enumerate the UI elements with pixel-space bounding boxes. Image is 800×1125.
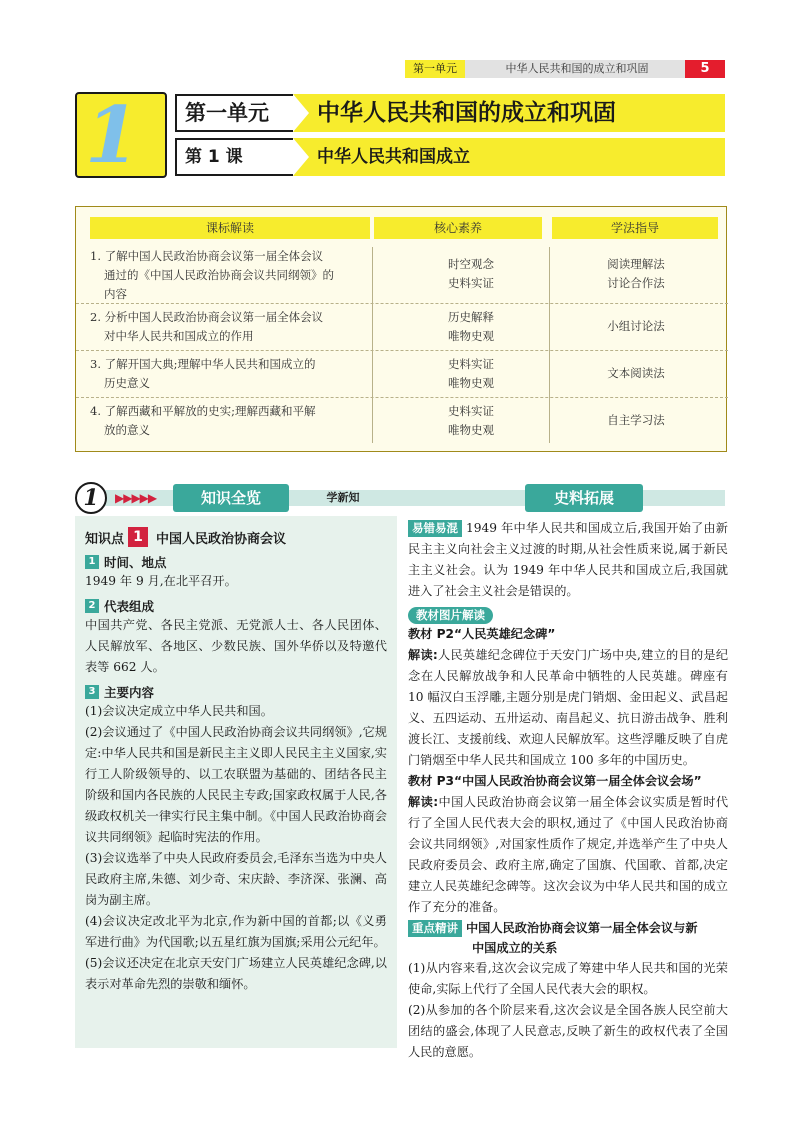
requirement-line: 2. 分析中国人民政治协商会议第一届全体会议 [90, 310, 324, 324]
paragraph: (4)会议决定改北平为北京,作为新中国的首都;以《义勇军进行曲》为代国歌;以五星红旗为国旗;采用公元纪年。 [85, 914, 387, 949]
picture-title: 教材 P3“中国人民政治协商会议第一届全体会议会场” [408, 774, 702, 788]
unit-label: 第一单元 [175, 94, 293, 132]
extension-panel [408, 516, 729, 1059]
lesson-label: 第 1 课 [175, 138, 293, 176]
picture-interpretation [408, 645, 728, 771]
lesson-title-row [175, 138, 725, 176]
literacy-line: 历史解释 [448, 310, 494, 324]
requirement-line: 3. 了解开国大典;理解中华人民共和国成立的 [90, 357, 316, 371]
subheading-text: 代表组成 [104, 599, 155, 614]
col-header-literacy: 核心素养 [374, 217, 542, 239]
page-number: 5 [685, 60, 725, 78]
method-cell [556, 411, 716, 430]
tab-knowledge-overview: 知识全览 [173, 484, 289, 512]
subheading-text: 主要内容 [104, 685, 155, 700]
paragraph: (5)会议还决定在北京天安门广场建立人民英雄纪念碑,以表示对革命先烈的崇敬和缅怀。 [85, 956, 387, 991]
picture-title: 教材 P2“人民英雄纪念碑” [408, 627, 556, 641]
literacy-cell [396, 355, 546, 393]
paragraph: 1949 年 9 月,在北平召开。 [85, 574, 237, 588]
requirement-line: 4. 了解西藏和平解放的史实;理解西藏和平解 [90, 404, 316, 418]
unit-number-badge [75, 92, 167, 178]
knowledge-point-number: 1 [128, 527, 148, 547]
literacy-cell [396, 402, 546, 440]
literacy-line: 唯物史观 [448, 423, 494, 437]
literacy-line: 史料实证 [448, 404, 494, 418]
requirement-cell [90, 355, 370, 393]
arrows-icon: ▶▶▶▶▶ [115, 491, 157, 505]
literacy-cell [396, 308, 546, 346]
focus-tag: 重点精讲 [408, 920, 462, 937]
knowledge-point-heading: 中国人民政治协商会议 [156, 531, 287, 547]
requirement-cell [90, 308, 370, 346]
paragraph: (1)会议决定成立中华人民共和国。 [85, 704, 273, 718]
table-row [76, 303, 728, 349]
requirement-cell [90, 402, 370, 440]
interpretation-text: 中国人民政治协商会议第一届全体会议实质是暂时代行了全国人民代表大会的职权,通过了《中国人民政治协商会议共同纲领》,对国家性质作了规定,并选举产生了中央人民政府委员会、政府主席,确定了国旗、代国歌、首都,决定建立人民英雄纪念碑等。这次会议为中华人民共和国的成立作了充分的准备。 [408, 795, 729, 914]
unit-arrow-shape [293, 94, 309, 132]
knowledge-point-title [85, 526, 387, 548]
literacy-line: 唯物史观 [448, 329, 494, 343]
method-cell [556, 317, 716, 336]
focus-paragraph: (2)从参加的各个阶层来看,这次会议是全国各族人民空前大团结的盛会,体现了人民意志,反映了新生的政权代表了全国人民的意愿。 [408, 1003, 728, 1059]
pictures-tag: 教材图片解读 [408, 607, 493, 624]
requirement-line: 内容 [104, 287, 127, 301]
running-header [405, 60, 725, 78]
method-line: 文本阅读法 [607, 366, 665, 380]
method-line: 自主学习法 [607, 413, 665, 427]
table-row [76, 350, 728, 396]
requirement-line: 对中华人民共和国成立的作用 [104, 329, 254, 343]
lesson-title: 中华人民共和国成立 [317, 147, 470, 167]
requirement-line: 通过的《中国人民政治协商会议共同纲领》的 [104, 268, 334, 282]
literacy-line: 史料实证 [448, 357, 494, 371]
col-header-method: 学法指导 [552, 217, 718, 239]
subheading-text: 时间、地点 [104, 555, 167, 570]
section-number: 1 [75, 482, 107, 514]
unit-banner [75, 92, 725, 178]
subheading-number: 1 [85, 555, 99, 569]
section-subtitle: 学新知 [326, 491, 360, 504]
method-line: 阅读理解法 [607, 257, 665, 271]
objectives-table [75, 206, 727, 452]
requirement-cell [90, 247, 370, 304]
lesson-arrow-shape [293, 138, 309, 176]
focus-heading [408, 918, 728, 938]
literacy-cell [396, 255, 546, 293]
method-line: 小组讨论法 [607, 319, 665, 333]
literacy-line: 唯物史观 [448, 376, 494, 390]
requirement-line: 历史意义 [104, 376, 150, 390]
requirement-line: 1. 了解中国人民政治协商会议第一届全体会议 [90, 249, 324, 263]
literacy-line: 时空观念 [448, 257, 494, 271]
table-row [76, 245, 728, 301]
unit-number: 1 [85, 92, 140, 178]
pictures-header [408, 604, 728, 624]
knowledge-panel [75, 516, 397, 1048]
table-row [76, 397, 728, 447]
interpretation-text: 人民英雄纪念碑位于天安门广场中央,建立的目的是纪念在人民解放战争和人民革命中牺牲的人民英雄。碑座有 10 幅汉白玉浮雕,主题分别是虎门销烟、金田起义、武昌起义、五四运动、五卅运动、南昌起义、抗日游击战争、胜利渡长江、支援前线、欢迎人民解放军。这些浮雕反映了自虎门销烟至中华人民共和国成立 100 多年的中国历史。 [408, 648, 729, 767]
paragraph: (3)会议选举了中央人民政府委员会,毛泽东当选为中央人民政府主席,朱德、刘少奇、宋庆龄、李济深、张澜、高岗为副主席。 [85, 851, 387, 907]
unit-title-row [175, 94, 725, 132]
error-note [408, 518, 728, 602]
paragraph: 中国共产党、各民主党派、无党派人士、各人民团体、人民解放军、各地区、少数民族、国外华侨以及特邀代表等 662 人。 [85, 618, 387, 674]
tab-source-extension: 史料拓展 [525, 484, 643, 512]
method-cell [556, 364, 716, 383]
paragraph: (2)会议通过了《中国人民政治协商会议共同纲领》,它规定:中华人民共和国是新民主主义即人民民主主义国家,实行工人阶级领导的、以工农联盟为基础的、团结各民主阶级和国内各民族的人民民主专政;国家政权属于人民,各级政权机关一律实行民主集中制。《中国人民政治协商会议共同纲领》起临时宪法的作用。 [85, 725, 387, 844]
knowledge-point-label: 知识点 [85, 531, 125, 547]
subheading [85, 683, 387, 701]
focus-paragraph: (1)从内容来看,这次会议完成了筹建中华人民共和国的光荣使命,实际上代行了全国人民代表大会的职权。 [408, 961, 728, 996]
picture-interpretation [408, 792, 728, 918]
error-tag: 易错易混 [408, 520, 462, 537]
subheading [85, 597, 387, 615]
subheading-number: 3 [85, 685, 99, 699]
focus-title-line: 中国成立的关系 [472, 941, 558, 955]
subheading [85, 553, 387, 571]
interpretation-label: 解读: [408, 648, 438, 662]
method-line: 讨论合作法 [607, 276, 665, 290]
requirement-line: 放的意义 [104, 423, 150, 437]
error-text: 1949 年中华人民共和国成立后,我国开始了由新民主主义向社会主义过渡的时期,从社会性质来说,属于新民主主义社会。认为 1949 年中华人民共和国成立后,我国就进入了社会主义社会是错误的。 [408, 521, 728, 598]
subheading-number: 2 [85, 599, 99, 613]
literacy-line: 史料实证 [448, 276, 494, 290]
section-strip [75, 482, 725, 514]
focus-title-line: 中国人民政治协商会议第一届全体会议与新 [466, 921, 698, 935]
col-header-requirements: 课标解读 [90, 217, 370, 239]
unit-title: 中华人民共和国的成立和巩固 [317, 100, 616, 126]
running-header-title: 中华人民共和国的成立和巩固 [505, 62, 649, 75]
method-cell [556, 255, 716, 293]
running-header-unit: 第一单元 [405, 60, 465, 78]
interpretation-label: 解读: [408, 795, 439, 809]
